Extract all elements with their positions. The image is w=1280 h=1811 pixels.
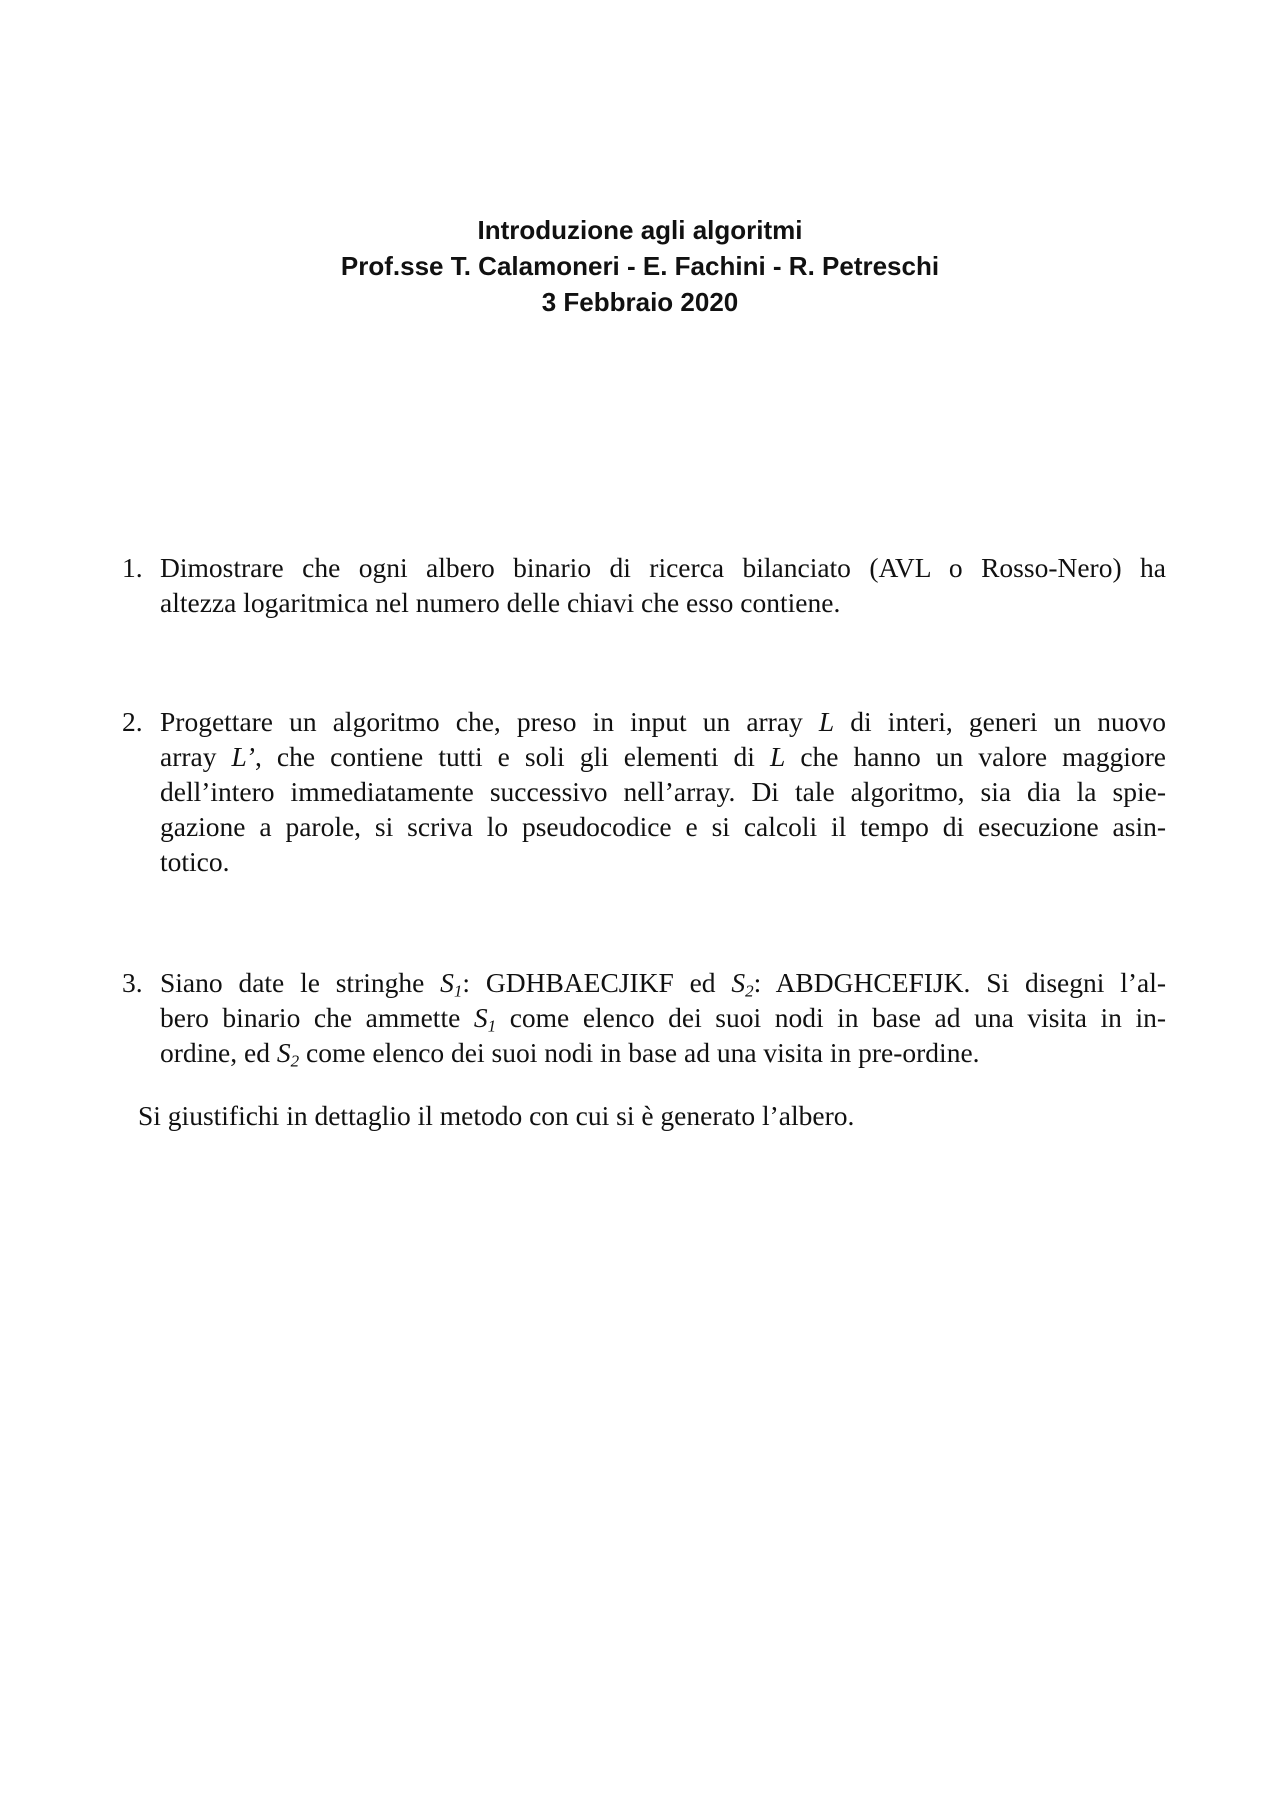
variable-l: L	[818, 706, 835, 737]
justification-note: Si giustifichi in dettaglio il metodo con cui si è generato l’albero.	[138, 1100, 855, 1131]
exam-date: 3 Febbraio 2020	[541, 287, 739, 317]
string-s2: $S_2$	[276, 1037, 300, 1071]
variable-l-prime: L’	[231, 741, 255, 772]
question-line: bero binario che ammette $S_1$ come elenco dei suoi nodi in base ad una visita in in-	[160, 1002, 1166, 1036]
string-s2: $S_2$	[731, 967, 754, 1001]
string-s1: $S_1$	[440, 967, 463, 1001]
question-number: 1.	[122, 552, 143, 583]
variable-l: L	[769, 741, 786, 772]
question-line: totico.	[160, 846, 230, 877]
question-line: gazione a parole, si scriva lo pseudocodice e si calcoli il tempo di esecuzione asin-	[160, 811, 1166, 842]
exam-header	[0, 212, 1280, 320]
question-line: ordine, ed $S_2$ come elenco dei suoi nodi in base ad una visita in pre-ordine.	[160, 1037, 980, 1071]
question-number: 2.	[122, 706, 143, 737]
question-line: altezza logaritmica nel numero delle chiavi che esso contiene.	[160, 587, 841, 618]
question-text	[160, 704, 1166, 879]
question-line: Progettare un algoritmo che, preso in input un array L di interi, generi un nuovo	[160, 706, 1166, 737]
string-s1: $S_1$	[473, 1002, 497, 1036]
question-3	[122, 965, 1166, 1070]
question-number: 3.	[122, 967, 143, 998]
professors-line: Prof.sse T. Calamoneri - E. Fachini - R. Petreschi	[340, 251, 940, 281]
question-text	[160, 965, 1166, 1070]
question-line: Siano date le stringhe $S_1$: GDHBAECJIKF ed $S_2$: ABDGHCEFIJK. Si disegni l’al-	[160, 967, 1166, 1001]
question-line: array L’, che contiene tutti e soli gli elementi di L che hanno un valore maggiore	[160, 741, 1166, 772]
question-2	[122, 704, 1166, 879]
question-line: Dimostrare che ogni albero binario di ricerca bilanciato (AVL o Rosso-Nero) ha	[160, 552, 1166, 583]
course-title: Introduzione agli algoritmi	[477, 215, 803, 245]
question-text	[160, 550, 1166, 620]
question-1	[122, 550, 1166, 620]
question-line: dell’intero immediatamente successivo nell’array. Di tale algoritmo, sia dia la spie-	[160, 776, 1166, 807]
